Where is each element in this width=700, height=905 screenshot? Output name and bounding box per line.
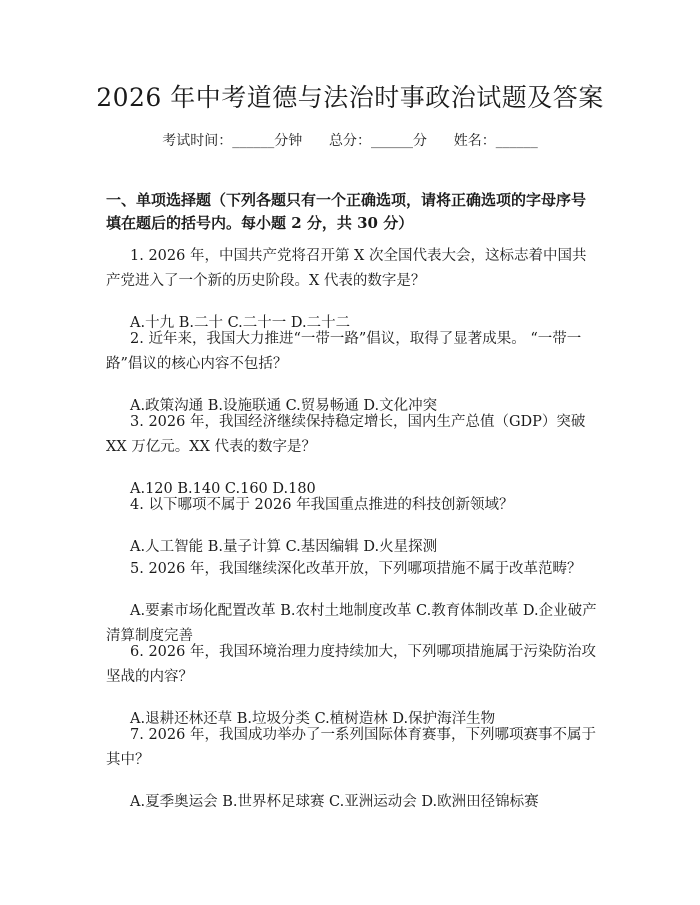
question-stem: 1. 2026 年，中国共产党将召开第 X 次全国代表大会，这标志着中国共产党进入了一个新的历史阶段。X 代表的数字是？ xyxy=(106,248,587,289)
question-stem: 2. 近年来，我国大力推进“一带一路”倡议，取得了显著成果。 “一带一路”倡议的核心内容不包括？ xyxy=(106,331,582,372)
question-options: A.十九 B.二十 C.二十一 D.二十二 xyxy=(130,315,351,331)
question-options: A.要素市场化配置改革 B.农村土地制度改革 C.教育体制改革 D.企业破产清算制度完善 xyxy=(106,603,597,644)
question-options: A.夏季奥运会 B.世界杯足球赛 C.亚洲运动会 D.欧洲田径锦标赛 xyxy=(130,794,539,810)
question-options: A.人工智能 B.量子计算 C.基因编辑 D.火星探测 xyxy=(130,539,438,555)
question-6 xyxy=(106,640,600,732)
question-5 xyxy=(106,557,600,649)
question-stem: 6. 2026 年，我国环境治理力度持续加大，下列哪项措施属于污染防治攻坚战的内容？ xyxy=(106,644,596,685)
question-options: A.退耕还林还草 B.垃圾分类 C.植树造林 D.保护海洋生物 xyxy=(130,711,496,727)
question-3 xyxy=(106,410,600,502)
question-stem: 4. 以下哪项不属于 2026 年我国重点推进的科技创新领域？ xyxy=(130,497,514,513)
question-options: A.政策沟通 B.设施联通 C.贸易畅通 D.文化冲突 xyxy=(130,398,438,414)
question-7 xyxy=(106,723,600,815)
question-stem: 5. 2026 年，我国继续深化改革开放，下列哪项措施不属于改革范畴？ xyxy=(130,561,582,577)
question-stem: 7. 2026 年，我国成功举办了一系列国际体育赛事，下列哪项赛事不属于其中？ xyxy=(106,727,596,768)
section-heading: 一、单项选择题（下列各题只有一个正确选项，请将正确选项的字母序号填在题后的括号内。每小题 2 分，共 30 分） xyxy=(106,191,587,232)
question-options: A.120 B.140 C.160 D.180 xyxy=(130,481,316,497)
exam-info-line: 考试时间：______分钟 总分：______分 姓名：______ xyxy=(162,133,538,149)
question-4 xyxy=(106,493,600,560)
question-stem: 3. 2026 年，我国经济继续保持稳定增长，国内生产总值（GDP）突破 XX 万亿元。XX 代表的数字是？ xyxy=(106,414,586,455)
question-2 xyxy=(106,327,600,419)
page-title: 2026 年中考道德与法治时事政治试题及答案 xyxy=(96,83,604,112)
question-1 xyxy=(106,244,600,336)
